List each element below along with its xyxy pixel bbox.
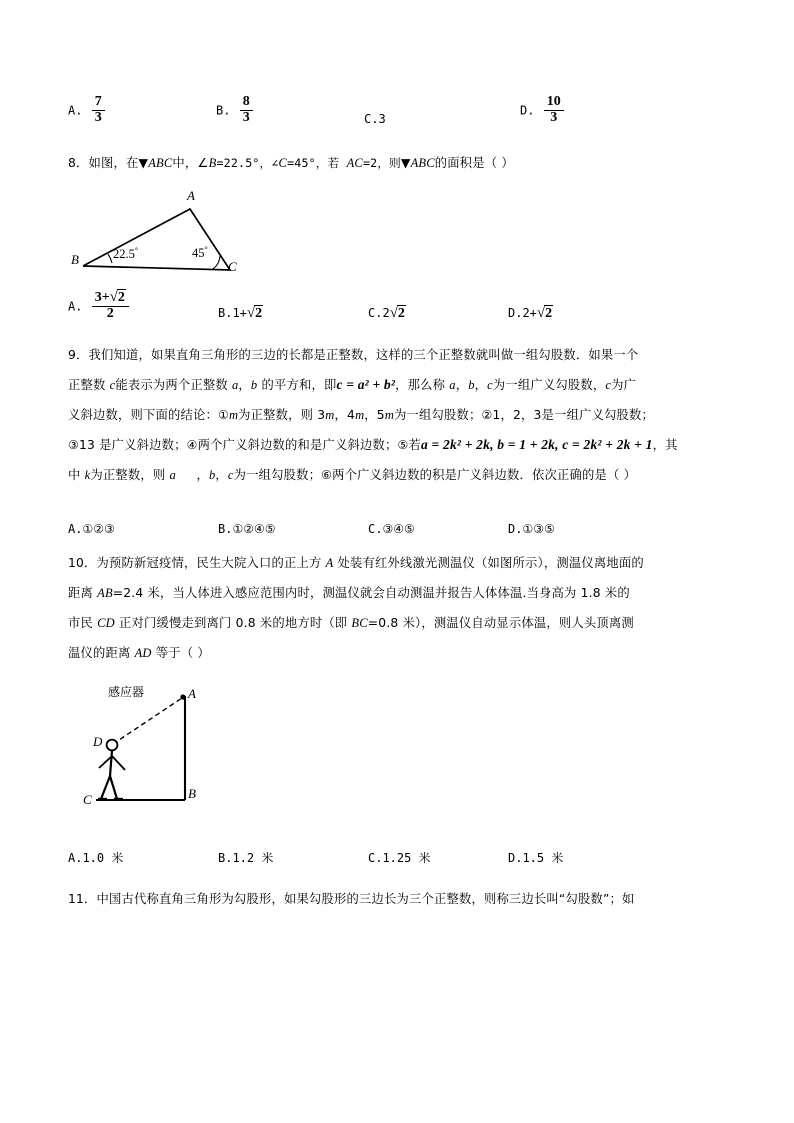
q8-vertex-b-label: B [71, 252, 79, 267]
question-8-stem [68, 148, 728, 178]
sqrt-icon: √2 [246, 305, 263, 321]
q9-line-1: 9．我们知道，如果直角三角形的三边的长都是正整数，这样的三个正整数就叫做一组勾股数．如果一个 [68, 348, 639, 362]
q9-item-4: ④ [186, 438, 198, 452]
question-10-stem [68, 548, 728, 668]
q10-option-b[interactable]: B.1.2 米 [218, 851, 274, 865]
question-11-stem [68, 884, 728, 914]
page-content [68, 80, 728, 914]
q10-option-d[interactable]: D.1.5 米 [508, 851, 564, 865]
q10-line-4: 温仪的距离 AD 等于（ ） [68, 646, 210, 660]
q8-option-c[interactable] [368, 305, 406, 322]
q11-line-1: 11．中国古代称直角三角形为勾股形，如果勾股形的三边长为三个正整数，则称三边长叫“勾股数”；如 [68, 892, 635, 906]
q8-abc-1: ABC [148, 156, 173, 170]
q10-line-2: 距离 AB=2.4 米，当人体进入感应范围内时，测温仪就会自动测温并报告人体体温.当身高为 1.8 米的 [68, 586, 630, 600]
q7-option-d[interactable] [520, 95, 566, 126]
q7-option-b-label: B. [216, 103, 231, 118]
q8-triangle-glyph: ▼ [138, 156, 149, 170]
q9-options-row [68, 500, 728, 536]
q10-line-3: 市民 CD 正对门缓慢走到离门 0.8 米的地方时（即 BC=0.8 米），测温仪自动显示体温，则人头顶离测 [68, 616, 634, 630]
q8-stem-part3: =22.5°，∠ [216, 156, 279, 170]
q8-options-row [68, 282, 728, 322]
q8-option-a-numerator: 3+√2 [94, 289, 125, 306]
q7-option-a-numerator: 7 [94, 94, 102, 110]
q7-option-d-denominator: 3 [544, 110, 564, 126]
q8-abc-2: ABC [410, 156, 435, 170]
q9-item-5: ⑤ [397, 438, 409, 452]
q7-option-d-numerator: 10 [546, 94, 561, 110]
q7-option-a-fraction [92, 95, 105, 126]
q10-bc-var: BC [351, 616, 368, 630]
q10-sensor-figure [68, 678, 728, 826]
q8-option-a-denominator: 2 [92, 306, 129, 322]
q7-option-b-denominator: 3 [240, 110, 253, 126]
q8-angle-b-var: B [208, 156, 217, 170]
q9-var-c: c [109, 378, 116, 392]
q10-option-c[interactable]: C.1.25 米 [368, 851, 431, 865]
q8-stem-part6: 的面积是（ ） [434, 156, 514, 170]
q9-option-d[interactable]: D.①③⑤ [508, 522, 555, 536]
q9-item-1: ① [217, 408, 229, 422]
q10-point-c-label: C [83, 792, 92, 807]
q7-option-b[interactable] [216, 95, 255, 126]
q9-option-b[interactable]: B.①②④⑤ [218, 522, 276, 536]
question-9-stem [68, 340, 728, 490]
q8-option-c-label: C. [368, 306, 383, 320]
q9-item-3: ③ [68, 438, 79, 452]
sqrt-icon: √2 [389, 305, 405, 321]
q8-option-d-label: D. [508, 306, 523, 320]
q9-var-a: a [231, 378, 239, 392]
q10-ab-var: AB [97, 586, 113, 600]
q9-option-a[interactable]: A.①②③ [68, 522, 115, 536]
q8-angle-c-value: 45° [192, 245, 208, 261]
q9-line-4: ③13 是广义斜边数；④两个广义斜边数的和是广义斜边数；⑤若a = 2k² + 2k, b = 1 + 2k, c = 2k² + 2k + 1，其 [68, 437, 678, 452]
q8-stem-part5: =2，则 [362, 156, 401, 170]
q9-option-c[interactable]: C.③④⑤ [368, 522, 415, 536]
q8-option-b-pre: 1+ [232, 306, 247, 320]
q9-item-6: ⑥ [321, 468, 333, 482]
q8-stem-part4: =45°，若 [287, 156, 347, 170]
q10-line-1: 10．为预防新冠疫情，民生大院入口的正上方 A 处装有红外线激光测温仪（如图所示），测温仪离地面的 [68, 556, 644, 570]
q7-option-c[interactable]: C.3 [364, 112, 386, 126]
q10-point-a-var: A [325, 556, 334, 570]
q8-option-a-fraction [92, 290, 129, 322]
q9-line-3: 义斜边数，则下面的结论：①m为正整数，则 3m，4m，5m为一组勾股数；②1，2，3是一组广义勾股数； [68, 408, 655, 422]
q8-option-a[interactable] [68, 290, 131, 322]
sqrt-icon: √2 [109, 289, 125, 306]
q9-var-b: b [250, 378, 258, 392]
q8-option-b[interactable] [218, 305, 263, 322]
q8-stem-part2: 中，∠ [172, 156, 209, 170]
q7-option-a-label: A. [68, 103, 83, 118]
q8-vertex-c-label: C [228, 259, 237, 274]
q8-stem-part1: 8．如图，在 [68, 156, 139, 170]
q10-option-a[interactable]: A.1.0 米 [68, 851, 124, 865]
q10-sensor-label: 感应器 [108, 685, 145, 699]
q8-option-a-label: A. [68, 299, 83, 314]
q8-angle-c-var: C [278, 156, 288, 170]
q7-option-a[interactable] [68, 95, 107, 126]
q9-formula-pythag: c = a² + b² [336, 377, 396, 392]
q10-ad-var: AD [134, 646, 152, 660]
q7-option-b-fraction [240, 95, 253, 126]
q7-option-b-numerator: 8 [242, 94, 250, 110]
q7-option-d-label: D. [520, 103, 535, 118]
q10-point-a-label: A [188, 686, 196, 701]
q10-options-row [68, 830, 728, 866]
q8-triangle-figure [68, 184, 728, 276]
q7-options-row [68, 80, 728, 126]
q9-formula-abc: a = 2k² + 2k, b = 1 + 2k, c = 2k² + 2k + 1 [421, 437, 653, 452]
q8-ac-var: AC [346, 156, 363, 170]
q10-point-b-label: B [188, 786, 196, 801]
q8-vertex-a-label: A [187, 188, 195, 203]
q8-option-b-label: B. [218, 306, 233, 320]
q9-item-2: ② [481, 408, 493, 422]
q8-triangle-glyph-2: ▼ [400, 156, 411, 170]
sqrt-icon: √2 [536, 305, 553, 321]
q8-angle-b-value: 22.5° [113, 246, 139, 262]
q9-line-5: 中 k为正整数，则 a ，b，c为一组勾股数；⑥两个广义斜边数的积是广义斜边数．依次正确的是（ ） [68, 468, 637, 482]
q9-line-2: 正整数 c能表示为两个正整数 a，b 的平方和，即c = a² + b²，那么称 a，b，c为一组广义勾股数，c为广 [68, 377, 637, 392]
q10-point-d-label: D [93, 734, 103, 749]
q8-option-d-pre: 2+ [522, 306, 537, 320]
q9-var-k: k [84, 468, 91, 482]
q7-option-a-denominator: 3 [92, 110, 105, 126]
q10-cd-var: CD [97, 616, 115, 630]
q8-option-c-pre: 2 [382, 306, 390, 320]
q8-option-d[interactable] [508, 305, 553, 322]
q7-option-d-fraction [544, 95, 564, 126]
